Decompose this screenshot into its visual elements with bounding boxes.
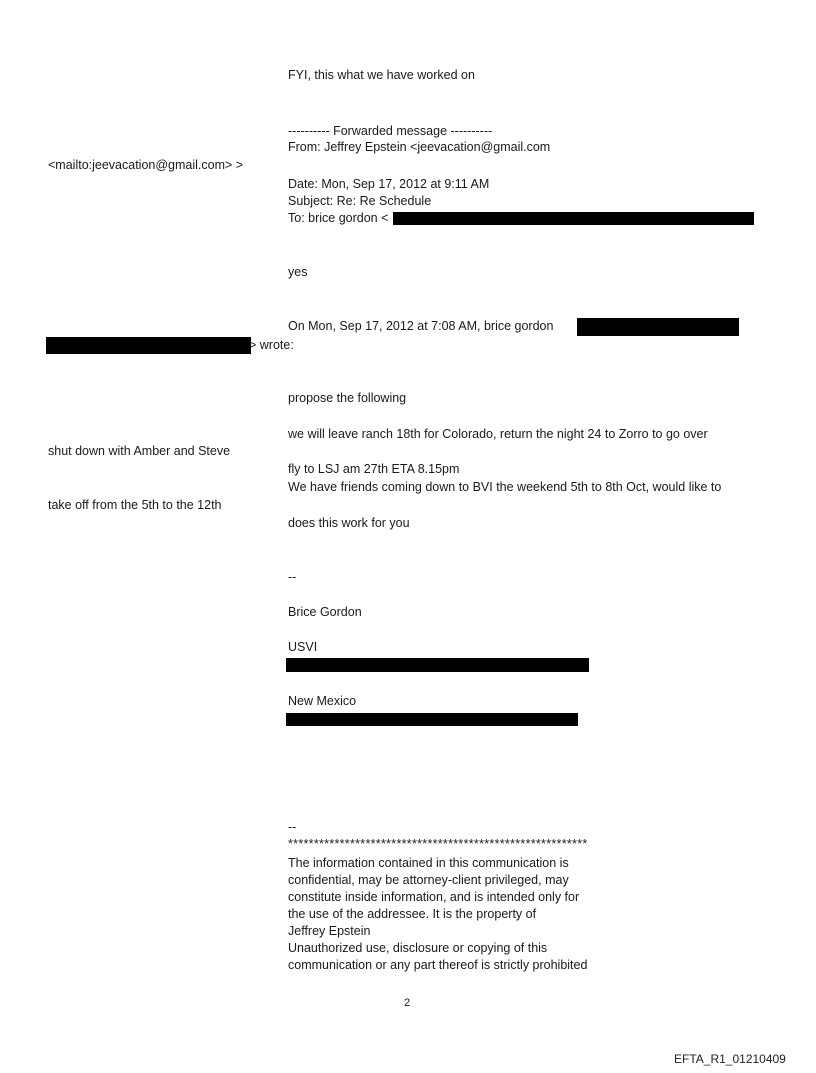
disclaimer-line: Jeffrey Epstein [288,924,371,938]
body-line-3: fly to LSJ am 27th ETA 8.15pm [288,462,460,476]
reply-text: yes [288,265,308,279]
from-line: From: Jeffrey Epstein <jeevacation@gmail.com [288,140,551,154]
disclaimer-line: confidential, may be attorney-client privileged, may [288,873,569,887]
mailto-link[interactable]: <mailto:jeevacation@gmail.com> > [48,158,244,172]
quote-header: On Mon, Sep 17, 2012 at 7:08 AM, brice gordon [288,319,554,333]
date-line: Date: Mon, Sep 17, 2012 at 9:11 AM [288,177,490,191]
redaction-quote-email-2 [46,337,251,354]
disclaimer-line: The information contained in this communication is [288,856,569,870]
body-line-1: propose the following [288,391,407,405]
wrote-text: > wrote: [249,338,294,352]
subject-line: Subject: Re: Re Schedule [288,194,432,208]
redaction-quote-email-1 [577,318,739,336]
signature-location-1: USVI [288,640,318,654]
body-line-4-cont: take off from the 5th to the 12th [48,498,222,512]
body-line-5: does this work for you [288,516,410,530]
redaction-phone-2 [286,713,578,726]
redaction-phone-1 [286,658,589,672]
page-number: 2 [404,997,411,1009]
body-line-4: We have friends coming down to BVI the weekend 5th to 8th Oct, would like to [288,480,722,494]
redaction-to-address [393,212,754,225]
disclaimer-line: Unauthorized use, disclosure or copying of this [288,941,548,955]
body-line-2-cont: shut down with Amber and Steve [48,444,231,458]
disclaimer-stars: ********************************************************** [288,837,588,851]
disclaimer-line: constitute inside information, and is intended only for [288,890,580,904]
disclaimer-line: communication or any part thereof is strictly prohibited [288,958,588,972]
signature-dash: -- [288,570,297,584]
email-intro: FYI, this what we have worked on [288,68,475,82]
signature-name: Brice Gordon [288,605,362,619]
document-id: EFTA_R1_01210409 [674,1052,786,1066]
forward-header: ---------- Forwarded message ---------- [288,124,493,138]
signature-location-2: New Mexico [288,694,357,708]
body-line-2: we will leave ranch 18th for Colorado, return the night 24 to Zorro to go over [288,427,708,441]
disclaimer-dash: -- [288,820,297,834]
disclaimer-line: the use of the addressee. It is the property of [288,907,537,921]
to-line: To: brice gordon < [288,211,389,225]
